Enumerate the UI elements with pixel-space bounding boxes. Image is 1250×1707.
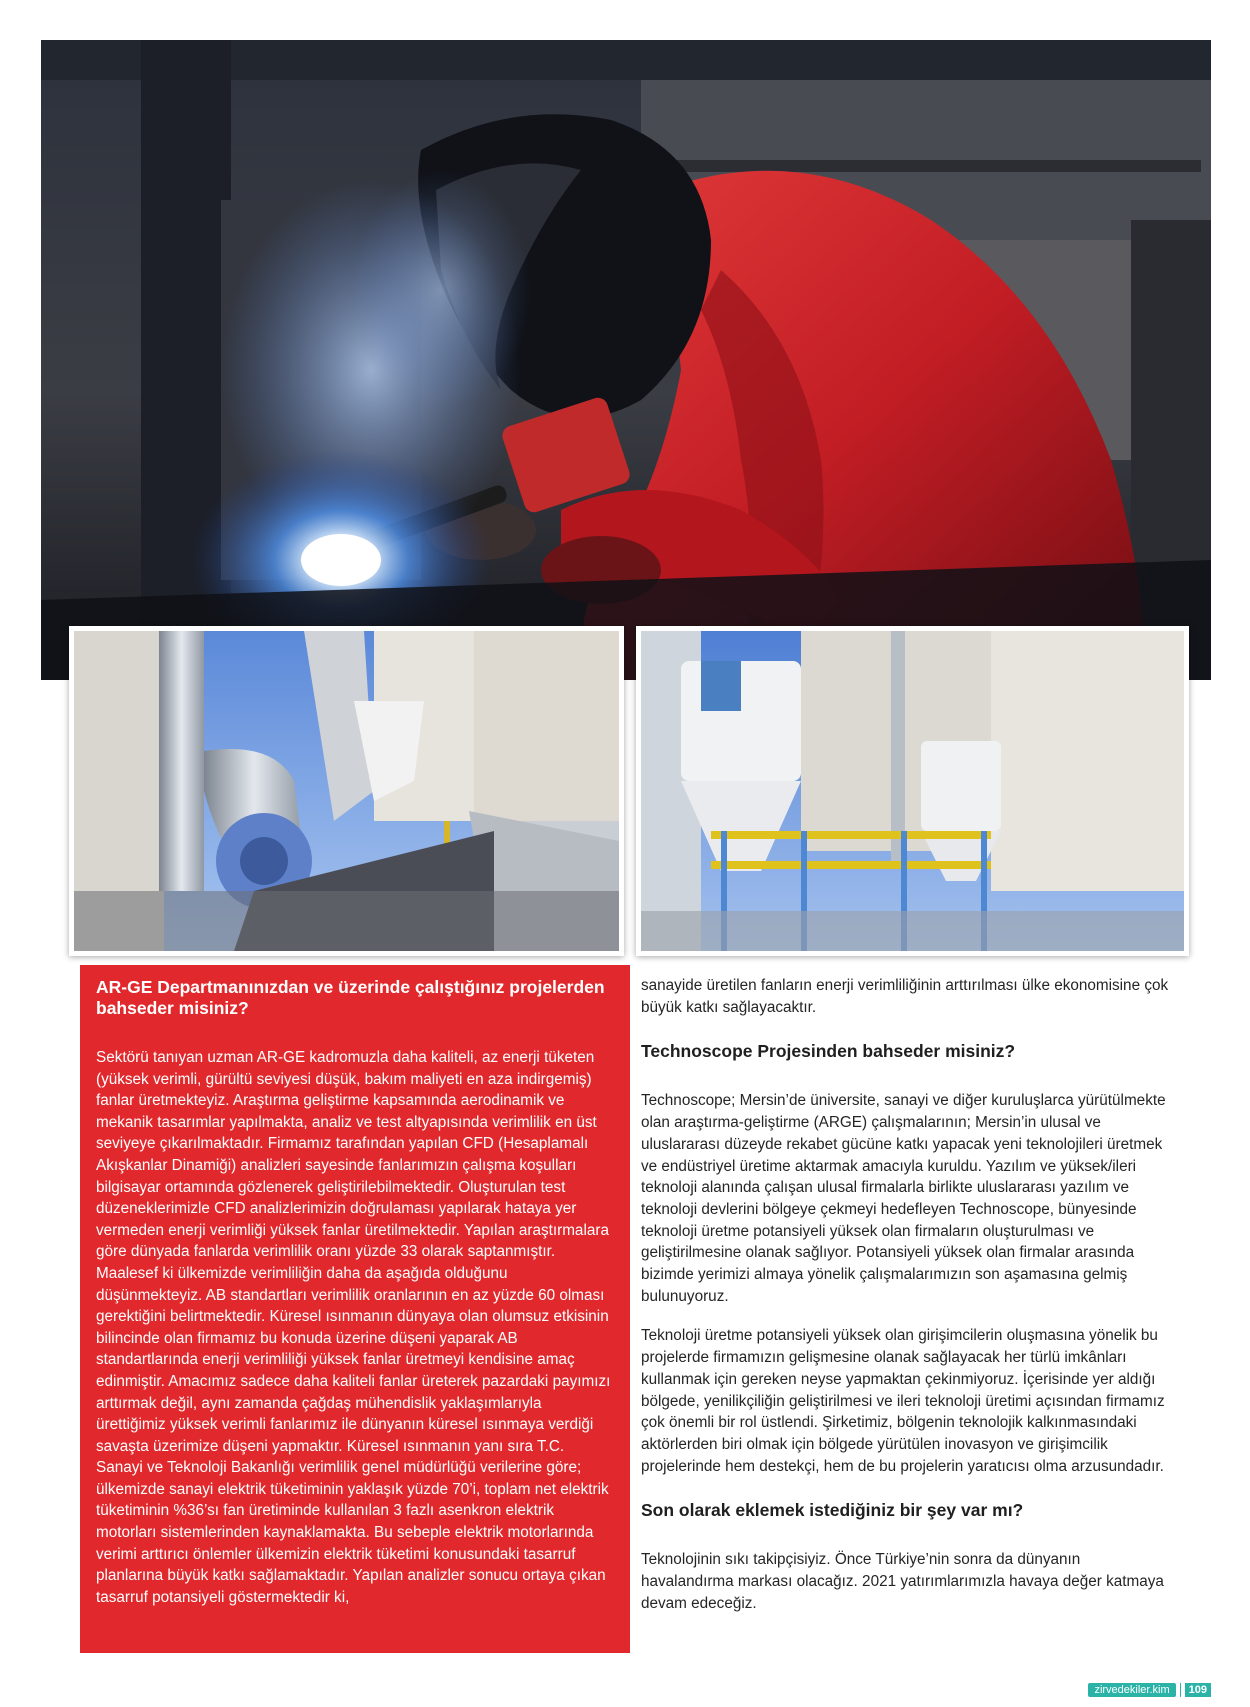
answer-technoscope-p2: Teknoloji üretme potansiyeli yüksek olan girişimcilerin oluşmasına yönelik bu projelerde firmamızın gelişmesine olanak sağlayacak her türlü imkânları kullanmak için gereken neyse yapmaktan çekinmiyoruz. İçerisinde yer aldığı bölgede, yenilikçiliğin geliştirilmesi ve ileri teknoloji üretimi açısından firmamız çok önemli bir rol üstlendi. Şirketimiz, bölgenin teknolojik kalkınmasındaki aktörlerden biri olmak için bölgede yürütülen inovasyon ve girişimcilik projelerinde hem destekçi, hem de bu projelerin yaratıcısı olma arzusundadır. <box>641 1327 1165 1475</box>
answer-closing: Teknolojinin sıkı takipçisiyiz. Önce Türkiye’nin sonra da dünyanın havalandırma markası olacağız. 2021 yatırımlarımızla havaya değer katmaya devam edeceğiz. <box>641 1551 1164 1612</box>
answer-arge: Sektörü tanıyan uzman AR-GE kadromuzla daha kaliteli, az enerji tüketen (yüksek verimli, gürültü seviyesi düşük, bakım maliyeti en aza indirgemiş) fanlar üretmekteyiz. Araştırma geliştirme kapsamında aerodinamik ve mekanik tasarımlar yapılmakta, analiz ve test altyapısında verimlilik en üst seviyeye çıkarılmaktadır. Firmamız tarafından yapılan CFD (Hesaplamalı Akışkanlar Dinamiği) analizleri sayesinde fanlarımızın çalışma koşulları bilgisayar ortamında gözlenerek geliştirilebilmektedir. Oluşturulan test düzeneklerimizle CFD analizlerimizin doğrulaması yapılarak hataya yer vermeden enerji verimliği yüksek fanlar üretilmektedir. Yapılan araştırmalara göre dünyada fanlarda verimlilik oranı yüzde 33 olarak saptanmıştır. Maalesef ki ülkemizde verimliliğin daha da aşağıda olduğunu düşünmekteyiz. AB standartları verimlilik oranlarının en az yüzde 60 olması gerektiğini belirtmektedir. Küresel ısınmanın dünyaya olan olumsuz etkisinin bilincinde olan firmamız bu konuda üzerine düşeni yaparak AB standartlarında enerji verimliliği yüksek fanlar üretmeyi kendisine amaç edinmiştir. Amacımız sadece daha kaliteli fanlar üreterek pazardaki payımızı arttırmak değil, aynı zamanda çağdaş mühendislik yaklaşımlarıyla ürettiğimiz yüksek verimli fanlarımız ile dünyanın küresel ısınmaya verdiği savaşta üzerimize düşeni yapmaktır. Küresel ısınmanın yanı sıra T.C. Sanayi ve Teknoloji Bakanlığı verimlilik genel müdürlüğü verilerine göre; ülkemizde sanayi elektrik tüketiminin yaklaşık yüzde 70’i, toplam net elektrik tüketiminin %36’sı fan üretiminde kullanılan 3 fazlı asenkron elektrik motorları sistemlerinden kaynaklamakta. Bu sebeple elektrik motorlarında verimi arttırıcı önlemler ülkemizin elektrik tüketimi konusundaki tasarruf planlarına büyük katkı sağlamaktadır. Yapılan analizler sonucu ortaya çıkan tasarruf potansiyeli göstermektedir ki, <box>96 1049 611 1606</box>
ducting-illustration <box>74 631 619 951</box>
red-qa-box <box>80 965 630 1653</box>
dust-collector-photo <box>636 626 1189 956</box>
page-footer <box>1088 1682 1211 1698</box>
right-text-column <box>641 975 1173 1614</box>
footer-separator <box>1180 1683 1181 1697</box>
welder-illustration <box>41 40 1211 680</box>
question-arge: AR-GE Departmanınızdan ve üzerinde çalıştığınız projelerden bahseder misiniz? <box>96 977 605 1018</box>
answer-arge-continuation: sanayide üretilen fanların enerji verimliliğinin arttırılması ülke ekonomisine çok büyük katkı sağlayacaktır. <box>641 977 1169 1016</box>
page-number: 109 <box>1185 1683 1211 1697</box>
answer-technoscope-p1: Technoscope; Mersin’de üniversite, sanayi ve diğer kuruluşlarca yürütülmekte olan araştırma-geliştirme (ARGE) çalışmalarının; Mersin’in ulusal ve uluslararası düzeyde rekabet gücüne katkı yapacak yeni teknolojileri üretmek ve endüstriyel üretime aktarmak amacıyla kuruldu. Yazılım ve yüksek/ileri teknoloji alanında çalışan ulusal firmalarla birlikte uluslararası yazılım ve teknoloji devlerini bölgeye çekmeyi hedefleyen Technoscope, bünyesinde teknoloji üretme potansiyeli yüksek olan firmaların oluşturulması ve geliştirilmesine olanak sağlıyor. Potansiyeli yüksek olan firmalar arasında bizimde yerimizi almaya yönelik çalışmalarımızın son aşamasına gelmiş bulunuyoruz. <box>641 1092 1166 1305</box>
question-technoscope: Technoscope Projesinden bahseder misiniz? <box>641 1041 1016 1062</box>
hero-welder-photo <box>41 40 1211 680</box>
footer-site-link[interactable]: zirvedekiler.kim <box>1088 1683 1175 1697</box>
dust-collector-illustration <box>641 631 1184 951</box>
ducting-fan-photo <box>69 626 624 956</box>
question-closing: Son olarak eklemek istediğiniz bir şey var mı? <box>641 1500 1024 1521</box>
